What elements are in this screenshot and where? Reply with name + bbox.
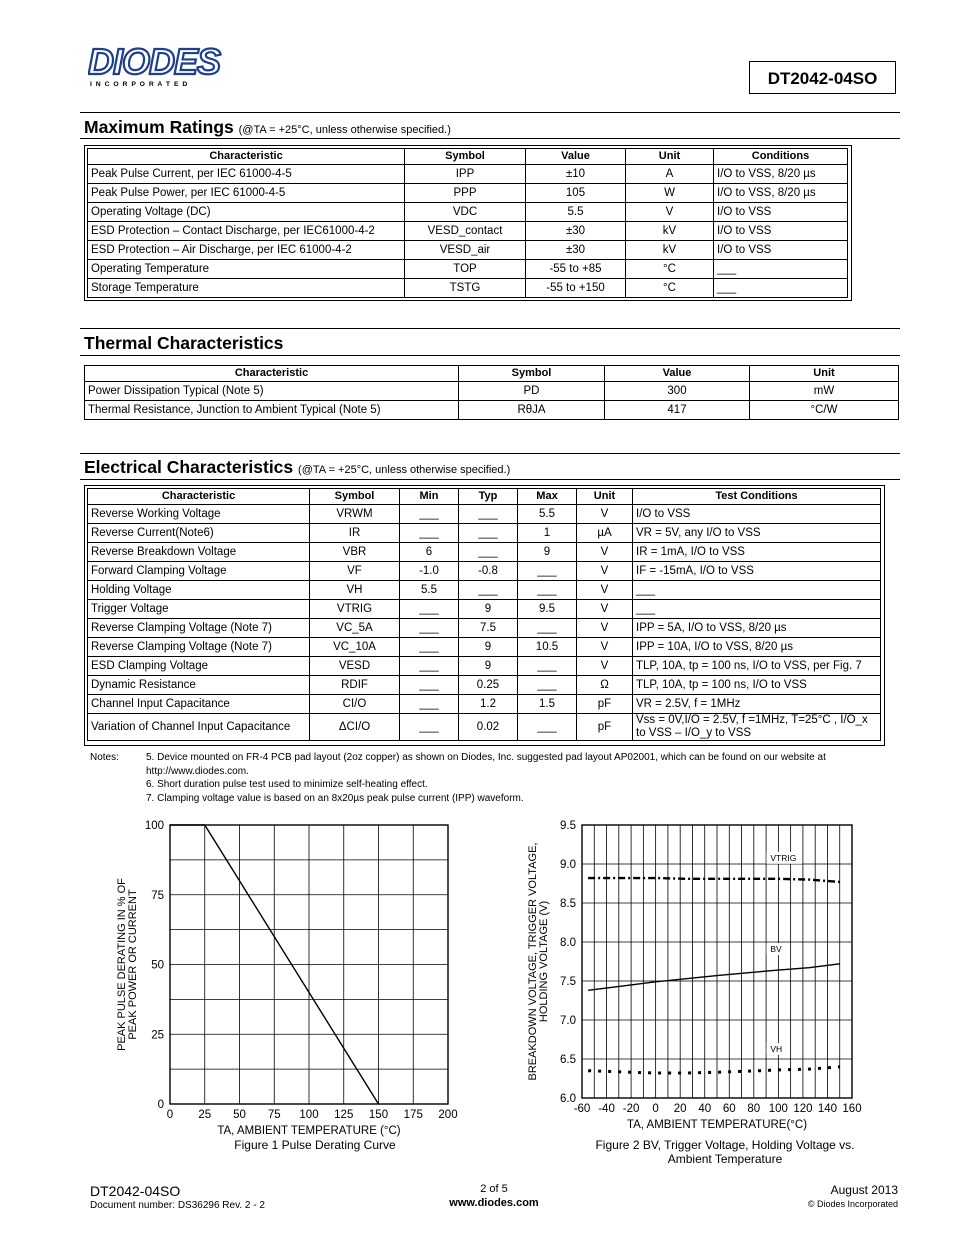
max-ratings-cell: -55 to +150 xyxy=(526,279,626,298)
electrical-cell: IF = -15mA, I/O to VSS xyxy=(633,562,881,581)
electrical-cell: V xyxy=(577,638,633,657)
footer-page: 2 of 5 xyxy=(480,1183,508,1195)
max-ratings-header: Conditions xyxy=(714,149,848,165)
electrical-cell: 5.5 xyxy=(400,581,459,600)
electrical-cell: ___ xyxy=(400,619,459,638)
series-label: VTRIG xyxy=(770,852,797,863)
thermal-cell: °C/W xyxy=(750,401,899,420)
electrical-header: Min xyxy=(400,489,459,505)
electrical-header: Typ xyxy=(459,489,518,505)
electrical-cell: Trigger Voltage xyxy=(88,600,310,619)
figure-2-chart xyxy=(520,815,880,1137)
table-row xyxy=(88,279,848,298)
y-tick-label: 9.5 xyxy=(560,820,576,832)
x-tick-label: -20 xyxy=(622,1103,640,1115)
electrical-cell: ___ xyxy=(400,676,459,695)
electrical-cell: Dynamic Resistance xyxy=(88,676,310,695)
electrical-cell: Reverse Working Voltage xyxy=(88,505,310,524)
max-ratings-cell: IPP xyxy=(405,165,526,184)
section-rule xyxy=(80,453,900,454)
max-ratings-cell: I/O to VSS xyxy=(714,241,848,260)
electrical-cell: VF xyxy=(310,562,400,581)
max-ratings-cell: W xyxy=(626,184,714,203)
max-ratings-cell: Operating Voltage (DC) xyxy=(88,203,405,222)
max-ratings-cell: Peak Pulse Current, per IEC 61000-4-5 xyxy=(88,165,405,184)
electrical-cell: ___ xyxy=(633,581,881,600)
electrical-cell: Reverse Current(Note6) xyxy=(88,524,310,543)
max-ratings-cell: ESD Protection – Air Discharge, per IEC 61000-4-2 xyxy=(88,241,405,260)
max-ratings-cell: 5.5 xyxy=(526,203,626,222)
electrical-cell: VR = 2.5V, f = 1MHz xyxy=(633,695,881,714)
section-rule xyxy=(80,479,900,480)
electrical-cell: VC_10A xyxy=(310,638,400,657)
y-tick-label: 100 xyxy=(144,820,164,832)
electrical-header: Symbol xyxy=(310,489,400,505)
max-ratings-cell: Peak Pulse Power, per IEC 61000-4-5 xyxy=(88,184,405,203)
x-tick-label: 175 xyxy=(403,1109,423,1121)
electrical-cell: TLP, 10A, tp = 100 ns, I/O to VSS, per Fig. 7 xyxy=(633,657,881,676)
max-ratings-header: Symbol xyxy=(405,149,526,165)
thermal-header: Value xyxy=(605,366,750,382)
x-tick-label: 0 xyxy=(166,1109,174,1121)
electrical-cell: ___ xyxy=(518,619,577,638)
x-tick-label: -60 xyxy=(573,1103,591,1115)
footer-date: August 2013 xyxy=(830,1183,898,1197)
table-row xyxy=(88,203,848,222)
max-ratings-cell: 105 xyxy=(526,184,626,203)
max-ratings-header: Value xyxy=(526,149,626,165)
electrical-cell: pF xyxy=(577,695,633,714)
thermal-cell: mW xyxy=(750,382,899,401)
electrical-cell: 9 xyxy=(518,543,577,562)
electrical-cell: ___ xyxy=(459,543,518,562)
x-tick-label: 50 xyxy=(233,1109,246,1121)
x-tick-label: 40 xyxy=(698,1103,712,1115)
electrical-cell: IR = 1mA, I/O to VSS xyxy=(633,543,881,562)
series-line xyxy=(588,878,840,882)
max-ratings-cell: °C xyxy=(626,279,714,298)
electrical-cell: -1.0 xyxy=(400,562,459,581)
table-row xyxy=(88,184,848,203)
electrical-cell: ___ xyxy=(400,505,459,524)
electrical-cell: VH xyxy=(310,581,400,600)
y-axis-label: PEAK POWER OR CURRENT xyxy=(127,889,139,1040)
electrical-cell: ___ xyxy=(518,562,577,581)
thermal-cell: Power Dissipation Typical (Note 5) xyxy=(85,382,459,401)
max-ratings-cell: Operating Temperature xyxy=(88,260,405,279)
footer-url[interactable]: www.diodes.com xyxy=(449,1197,539,1209)
electrical-cell: µA xyxy=(577,524,633,543)
electrical-cell: Ω xyxy=(577,676,633,695)
y-tick-label: 9.0 xyxy=(560,859,576,871)
table-row xyxy=(88,562,881,581)
figure-2-caption: Figure 2 BV, Trigger Voltage, Holding Voltage vs. Ambient Temperature xyxy=(595,1138,855,1166)
electrical-header: Test Conditions xyxy=(633,489,881,505)
electrical-cell: ___ xyxy=(400,695,459,714)
y-tick-label: 8.0 xyxy=(560,937,576,949)
max-ratings-cell: ESD Protection – Contact Discharge, per IEC61000-4-2 xyxy=(88,222,405,241)
x-tick-label: 200 xyxy=(438,1109,458,1121)
section-rule xyxy=(80,112,900,113)
electrical-cell: VC_5A xyxy=(310,619,400,638)
section-rule xyxy=(80,138,900,139)
max-ratings-cell: V xyxy=(626,203,714,222)
electrical-cell: pF xyxy=(577,714,633,741)
max-ratings-table xyxy=(87,148,848,298)
y-tick-label: 8.5 xyxy=(560,898,576,910)
electrical-cell: Holding Voltage xyxy=(88,581,310,600)
thermal-header: Symbol xyxy=(459,366,605,382)
electrical-cell: TLP, 10A, tp = 100 ns, I/O to VSS xyxy=(633,676,881,695)
electrical-cell: 5.5 xyxy=(518,505,577,524)
electrical-cell: V xyxy=(577,600,633,619)
electrical-cell: ___ xyxy=(400,638,459,657)
max-ratings-cell: TSTG xyxy=(405,279,526,298)
electrical-cell: V xyxy=(577,581,633,600)
max-ratings-cell: ___ xyxy=(714,260,848,279)
svg-text:I N C O R P O R A T E D: I N C O R P O R A T E D xyxy=(90,81,189,88)
electrical-cell: ___ xyxy=(459,505,518,524)
electrical-cell: 10.5 xyxy=(518,638,577,657)
series-label: BV xyxy=(770,944,782,955)
electrical-cell: VR = 5V, any I/O to VSS xyxy=(633,524,881,543)
electrical-cell: VRWM xyxy=(310,505,400,524)
electrical-cell: V xyxy=(577,562,633,581)
electrical-cell: 9 xyxy=(459,657,518,676)
electrical-cell: 1 xyxy=(518,524,577,543)
electrical-cell: ___ xyxy=(518,714,577,741)
table-row xyxy=(88,505,881,524)
electrical-cell: VTRIG xyxy=(310,600,400,619)
thermal-header: Unit xyxy=(750,366,899,382)
table-row xyxy=(85,401,899,420)
electrical-cell: IPP = 10A, I/O to VSS, 8/20 µs xyxy=(633,638,881,657)
electrical-cell: CI/O xyxy=(310,695,400,714)
max-ratings-cell: Storage Temperature xyxy=(88,279,405,298)
max-ratings-cell: ±10 xyxy=(526,165,626,184)
thermal-cell: 417 xyxy=(605,401,750,420)
table-row xyxy=(88,695,881,714)
max-ratings-cell: PPP xyxy=(405,184,526,203)
electrical-cell: VESD xyxy=(310,657,400,676)
table-row xyxy=(88,241,848,260)
max-ratings-cell: °C xyxy=(626,260,714,279)
max-ratings-cell: I/O to VSS xyxy=(714,203,848,222)
electrical-cell: ___ xyxy=(518,581,577,600)
footer-doc: Document number: DS36296 Rev. 2 - 2 xyxy=(90,1200,265,1211)
electrical-cell: ___ xyxy=(400,657,459,676)
notes-label: Notes: xyxy=(90,752,119,763)
electrical-header: Characteristic xyxy=(88,489,310,505)
max-ratings-cell: VESD_air xyxy=(405,241,526,260)
x-tick-label: 150 xyxy=(368,1109,389,1121)
y-tick-label: 7.5 xyxy=(560,976,576,988)
electrical-cell: ___ xyxy=(400,524,459,543)
electrical-cell: ___ xyxy=(633,600,881,619)
max-ratings-cell: TOP xyxy=(405,260,526,279)
series-line xyxy=(588,1067,840,1073)
thermal-title: Thermal Characteristics xyxy=(84,333,284,353)
electrical-cell: ___ xyxy=(459,524,518,543)
footer-part: DT2042-04SO xyxy=(90,1183,181,1199)
max-ratings-header: Unit xyxy=(626,149,714,165)
electrical-cell: 7.5 xyxy=(459,619,518,638)
note-5: 5. Device mounted on FR-4 PCB pad layout (2oz copper) as shown on Diodes, Inc. suggested pad layout AP02001, which can be found on our website at http://www.diodes.com. xyxy=(146,752,826,777)
electrical-cell: 0.02 xyxy=(459,714,518,741)
electrical-cell: ___ xyxy=(518,676,577,695)
thermal-header: Characteristic xyxy=(85,366,459,382)
electrical-cell: Forward Clamping Voltage xyxy=(88,562,310,581)
electrical-cell: Channel Input Capacitance xyxy=(88,695,310,714)
electrical-cell: IR xyxy=(310,524,400,543)
note-6: 6. Short duration pulse test used to minimize self-heating effect. xyxy=(146,779,428,790)
max-ratings-cell: -55 to +85 xyxy=(526,260,626,279)
y-axis-label: HOLDING VOLTAGE (V) xyxy=(538,900,550,1023)
y-axis-label: PEAK PULSE DERATING IN % OF xyxy=(116,878,128,1051)
max-ratings-title: Maximum Ratings (@TA = +25°C, unless otherwise specified.) xyxy=(84,117,451,137)
x-tick-label: 0 xyxy=(652,1103,659,1115)
table-row xyxy=(88,600,881,619)
x-tick-label: 80 xyxy=(747,1103,761,1115)
thermal-cell: Thermal Resistance, Junction to Ambient Typical (Note 5) xyxy=(85,401,459,420)
note-7: 7. Clamping voltage value is based on an 8x20µs peak pulse current (IPP) waveform. xyxy=(146,792,524,804)
table-row xyxy=(88,524,881,543)
electrical-cell: ___ xyxy=(400,600,459,619)
electrical-cell: ESD Clamping Voltage xyxy=(88,657,310,676)
max-ratings-cell: ___ xyxy=(714,279,848,298)
table-row xyxy=(88,657,881,676)
electrical-cell: -0.8 xyxy=(459,562,518,581)
max-ratings-cell: ±30 xyxy=(526,222,626,241)
max-ratings-cell: I/O to VSS, 8/20 µs xyxy=(714,165,848,184)
max-ratings-cell: VESD_contact xyxy=(405,222,526,241)
x-tick-label: 100 xyxy=(768,1103,788,1115)
electrical-cell: 9 xyxy=(459,638,518,657)
x-tick-label: 125 xyxy=(334,1109,354,1121)
electrical-cell: Reverse Clamping Voltage (Note 7) xyxy=(88,619,310,638)
electrical-cell: ___ xyxy=(400,714,459,741)
x-axis-label: TA, AMBIENT TEMPERATURE (°C) xyxy=(217,1125,401,1137)
figure-1-caption: Figure 1 Pulse Derating Curve xyxy=(234,1138,396,1152)
table-row xyxy=(88,260,848,279)
electrical-cell: RDIF xyxy=(310,676,400,695)
electrical-cell: 1.5 xyxy=(518,695,577,714)
series-line xyxy=(588,964,840,991)
electrical-cell: Reverse Clamping Voltage (Note 7) xyxy=(88,638,310,657)
table-row xyxy=(88,543,881,562)
electrical-header: Max xyxy=(518,489,577,505)
electrical-cell: I/O to VSS xyxy=(633,505,881,524)
electrical-cell: ___ xyxy=(459,581,518,600)
thermal-cell: PD xyxy=(459,382,605,401)
x-tick-label: 140 xyxy=(817,1103,838,1115)
svg-text:DIODES: DIODES xyxy=(88,42,221,82)
max-ratings-cell: kV xyxy=(626,222,714,241)
max-ratings-cell: ±30 xyxy=(526,241,626,260)
electrical-cell: VBR xyxy=(310,543,400,562)
section-rule xyxy=(80,355,900,356)
thermal-table xyxy=(84,365,899,420)
electrical-cell: ΔCI/O xyxy=(310,714,400,741)
y-tick-label: 0 xyxy=(157,1099,164,1111)
x-tick-label: 25 xyxy=(198,1109,212,1121)
electrical-cell: V xyxy=(577,543,633,562)
y-tick-label: 6.0 xyxy=(560,1093,576,1105)
x-tick-label: 60 xyxy=(722,1103,736,1115)
table-row xyxy=(85,382,899,401)
x-tick-label: 75 xyxy=(267,1109,281,1121)
thermal-cell: 300 xyxy=(605,382,750,401)
part-number-box: DT2042-04SO xyxy=(749,61,896,94)
electrical-cell: Variation of Channel Input Capacitance xyxy=(88,714,310,741)
max-ratings-cell: A xyxy=(626,165,714,184)
electrical-cell: IPP = 5A, I/O to VSS, 8/20 µs xyxy=(633,619,881,638)
electrical-cell: 6 xyxy=(400,543,459,562)
electrical-cell: Vss = 0V,I/O = 2.5V, f =1MHz, T=25°C , I/O_x to VSS – I/O_y to VSS xyxy=(633,714,881,741)
x-tick-label: -40 xyxy=(598,1103,615,1115)
series-label: VH xyxy=(770,1043,783,1054)
electrical-cell: 1.2 xyxy=(459,695,518,714)
max-ratings-cell: I/O to VSS xyxy=(714,222,848,241)
electrical-title: Electrical Characteristics (@TA = +25°C, unless otherwise specified.) xyxy=(84,457,511,477)
section-rule xyxy=(80,328,900,329)
y-tick-label: 6.5 xyxy=(560,1054,576,1066)
electrical-cell: V xyxy=(577,619,633,638)
table-row xyxy=(88,676,881,695)
y-tick-label: 50 xyxy=(151,959,164,972)
x-tick-label: 20 xyxy=(673,1103,687,1115)
electrical-cell: ___ xyxy=(518,657,577,676)
x-tick-label: 100 xyxy=(299,1109,319,1121)
table-row xyxy=(88,222,848,241)
table-row xyxy=(88,581,881,600)
thermal-cell: RθJA xyxy=(459,401,605,420)
electrical-cell: 0.25 xyxy=(459,676,518,695)
max-ratings-cell: kV xyxy=(626,241,714,260)
max-ratings-cell: I/O to VSS, 8/20 µs xyxy=(714,184,848,203)
electrical-table xyxy=(87,488,881,741)
x-tick-label: 160 xyxy=(842,1103,862,1115)
electrical-cell: V xyxy=(577,505,633,524)
notes xyxy=(90,751,890,805)
electrical-cell: 9.5 xyxy=(518,600,577,619)
x-tick-label: 120 xyxy=(793,1103,813,1115)
max-ratings-header: Characteristic xyxy=(88,149,405,165)
max-ratings-cell: VDC xyxy=(405,203,526,222)
electrical-cell: 9 xyxy=(459,600,518,619)
y-axis-label: BREAKDOWN VOLTAGE, TRIGGER VOLTAGE, xyxy=(527,842,539,1081)
figure-1-chart xyxy=(110,815,460,1137)
table-row xyxy=(88,714,881,741)
diodes-logo xyxy=(88,42,258,102)
electrical-cell: V xyxy=(577,657,633,676)
y-tick-label: 75 xyxy=(151,889,164,902)
footer-copyright: © Diodes Incorporated xyxy=(807,1199,898,1209)
electrical-header: Unit xyxy=(577,489,633,505)
electrical-cell: Reverse Breakdown Voltage xyxy=(88,543,310,562)
x-axis-label: TA, AMBIENT TEMPERATURE(°C) xyxy=(626,1119,808,1131)
table-row xyxy=(88,619,881,638)
y-tick-label: 25 xyxy=(151,1029,164,1042)
y-tick-label: 7.0 xyxy=(560,1015,576,1027)
table-row xyxy=(88,165,848,184)
table-row xyxy=(88,638,881,657)
